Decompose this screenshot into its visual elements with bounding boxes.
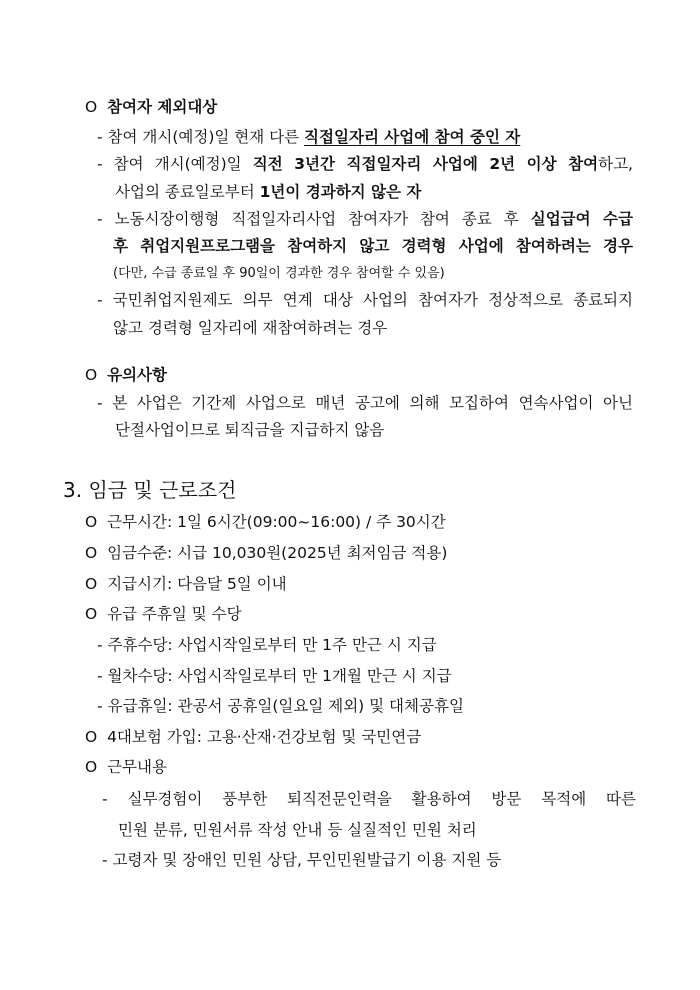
text-segment: (다만, 수급 종료일 후 90일이 경과한 경우 참여할 수 있음) — [113, 266, 445, 281]
text-segment: 하고, — [598, 155, 633, 173]
circle-bullet-icon: O — [85, 366, 98, 384]
text-segment: 않고 경력형 일자리에 재참여하려는 경우 — [113, 319, 388, 337]
text-segment: 민원 분류, 민원서류 작성 안내 등 실질적인 민원 처리 — [118, 821, 477, 839]
text-segment: 근무내용 — [107, 758, 167, 776]
text-segment: 4대보험 가입: 고용·산재·건강보험 및 국민연금 — [107, 728, 422, 746]
dash-line — [97, 154, 633, 174]
circle-bullet-icon: O — [85, 728, 98, 746]
text-segment: 단절사업이므로 퇴직금을 지급하지 않음 — [115, 421, 385, 439]
text-segment: 본 사업은 기간제 사업으로 매년 공고에 의해 모집하여 연속사업이 아닌 — [112, 394, 633, 412]
note-line — [113, 264, 445, 284]
dash-marker: - — [97, 636, 103, 654]
circle-bullet-icon: O — [85, 513, 98, 531]
dash-line — [97, 127, 520, 147]
text-segment: 3. 임금 및 근로조건 — [63, 478, 237, 502]
text-segment: 고령자 및 장애인 민원 상담, 무인민원발급기 이용 지원 등 — [112, 851, 502, 869]
text-segment: 후 취업지원프로그램을 참여하지 않고 경력형 사업에 참여하려는 경우 — [113, 237, 633, 255]
dash-marker: - — [97, 394, 103, 412]
text-segment: 임금수준: 시급 10,030원(2025년 최저임금 적용) — [107, 544, 448, 562]
dash-line — [97, 696, 464, 716]
text-segment: 참여 개시(예정)일 — [113, 155, 253, 173]
dash-marker: - — [97, 128, 103, 146]
text-segment: 직전 3년간 직접일자리 사업에 2년 이상 참여 — [252, 155, 599, 173]
text-segment: 유급 주휴일 및 수당 — [107, 605, 242, 623]
dash-line — [102, 850, 501, 870]
dash-line — [97, 393, 633, 413]
cont-line — [115, 182, 421, 202]
dash-marker: - — [102, 851, 108, 869]
text-segment: 근무시간: 1일 6시간(09:00~16:00) / 주 30시간 — [107, 513, 446, 531]
text-segment: 유급휴일: 관공서 공휴일(일요일 제외) 및 대체공휴일 — [107, 697, 464, 715]
circle-bullet-icon: O — [85, 544, 98, 562]
dash-marker: - — [97, 667, 103, 685]
text-segment: 사업의 종료일로부터 — [115, 183, 260, 201]
text-segment: 실무경험이 풍부한 퇴직전문인력을 활용하여 방문 목적에 따른 — [127, 790, 636, 808]
bullet-line — [85, 757, 167, 777]
dash-line — [97, 635, 437, 655]
dash-marker: - — [97, 697, 103, 715]
text-segment: 1년이 경과하지 않은 자 — [259, 183, 422, 201]
text-segment: 주휴수당: 사업시작일로부터 만 1주 만근 시 지급 — [107, 636, 437, 654]
bullet-line — [85, 365, 167, 385]
section-heading — [63, 477, 236, 503]
text-segment: 노동시장이행형 직접일자리사업 참여자가 참여 종료 후 — [114, 210, 531, 228]
dash-line — [102, 789, 636, 809]
bullet-line — [85, 543, 447, 563]
bullet-line — [85, 512, 446, 532]
cont-line — [113, 318, 387, 338]
text-segment: 참여자 제외대상 — [107, 98, 218, 116]
dash-marker: - — [97, 291, 103, 309]
text-segment: 국민취업지원제도 의무 연계 대상 사업의 참여자가 정상적으로 종료되지 — [112, 291, 633, 309]
text-segment: 유의사항 — [107, 366, 167, 384]
cont-line — [115, 420, 384, 440]
circle-bullet-icon: O — [85, 575, 98, 593]
text-segment: 지급시기: 다음달 5일 이내 — [107, 575, 287, 593]
dash-marker: - — [97, 210, 103, 228]
text-segment: 직접일자리 사업에 참여 중인 자 — [304, 128, 521, 146]
circle-bullet-icon: O — [85, 758, 98, 776]
dash-line — [97, 666, 452, 686]
dash-line — [97, 290, 633, 310]
cont-line — [118, 820, 477, 840]
dash-marker: - — [102, 790, 108, 808]
bullet-line — [85, 604, 242, 624]
circle-bullet-icon: O — [85, 605, 98, 623]
circle-bullet-icon: O — [85, 98, 98, 116]
bullet-line — [85, 574, 287, 594]
dash-marker: - — [97, 155, 103, 173]
cont-line — [113, 236, 633, 256]
bullet-line — [85, 727, 421, 747]
dash-line — [97, 209, 633, 229]
bullet-line — [85, 97, 217, 117]
text-segment: 참여 개시(예정)일 현재 다른 — [107, 128, 305, 146]
text-segment: 실업급여 수급 — [530, 210, 633, 228]
text-segment: 월차수당: 사업시작일로부터 만 1개월 만근 시 지급 — [107, 667, 452, 685]
